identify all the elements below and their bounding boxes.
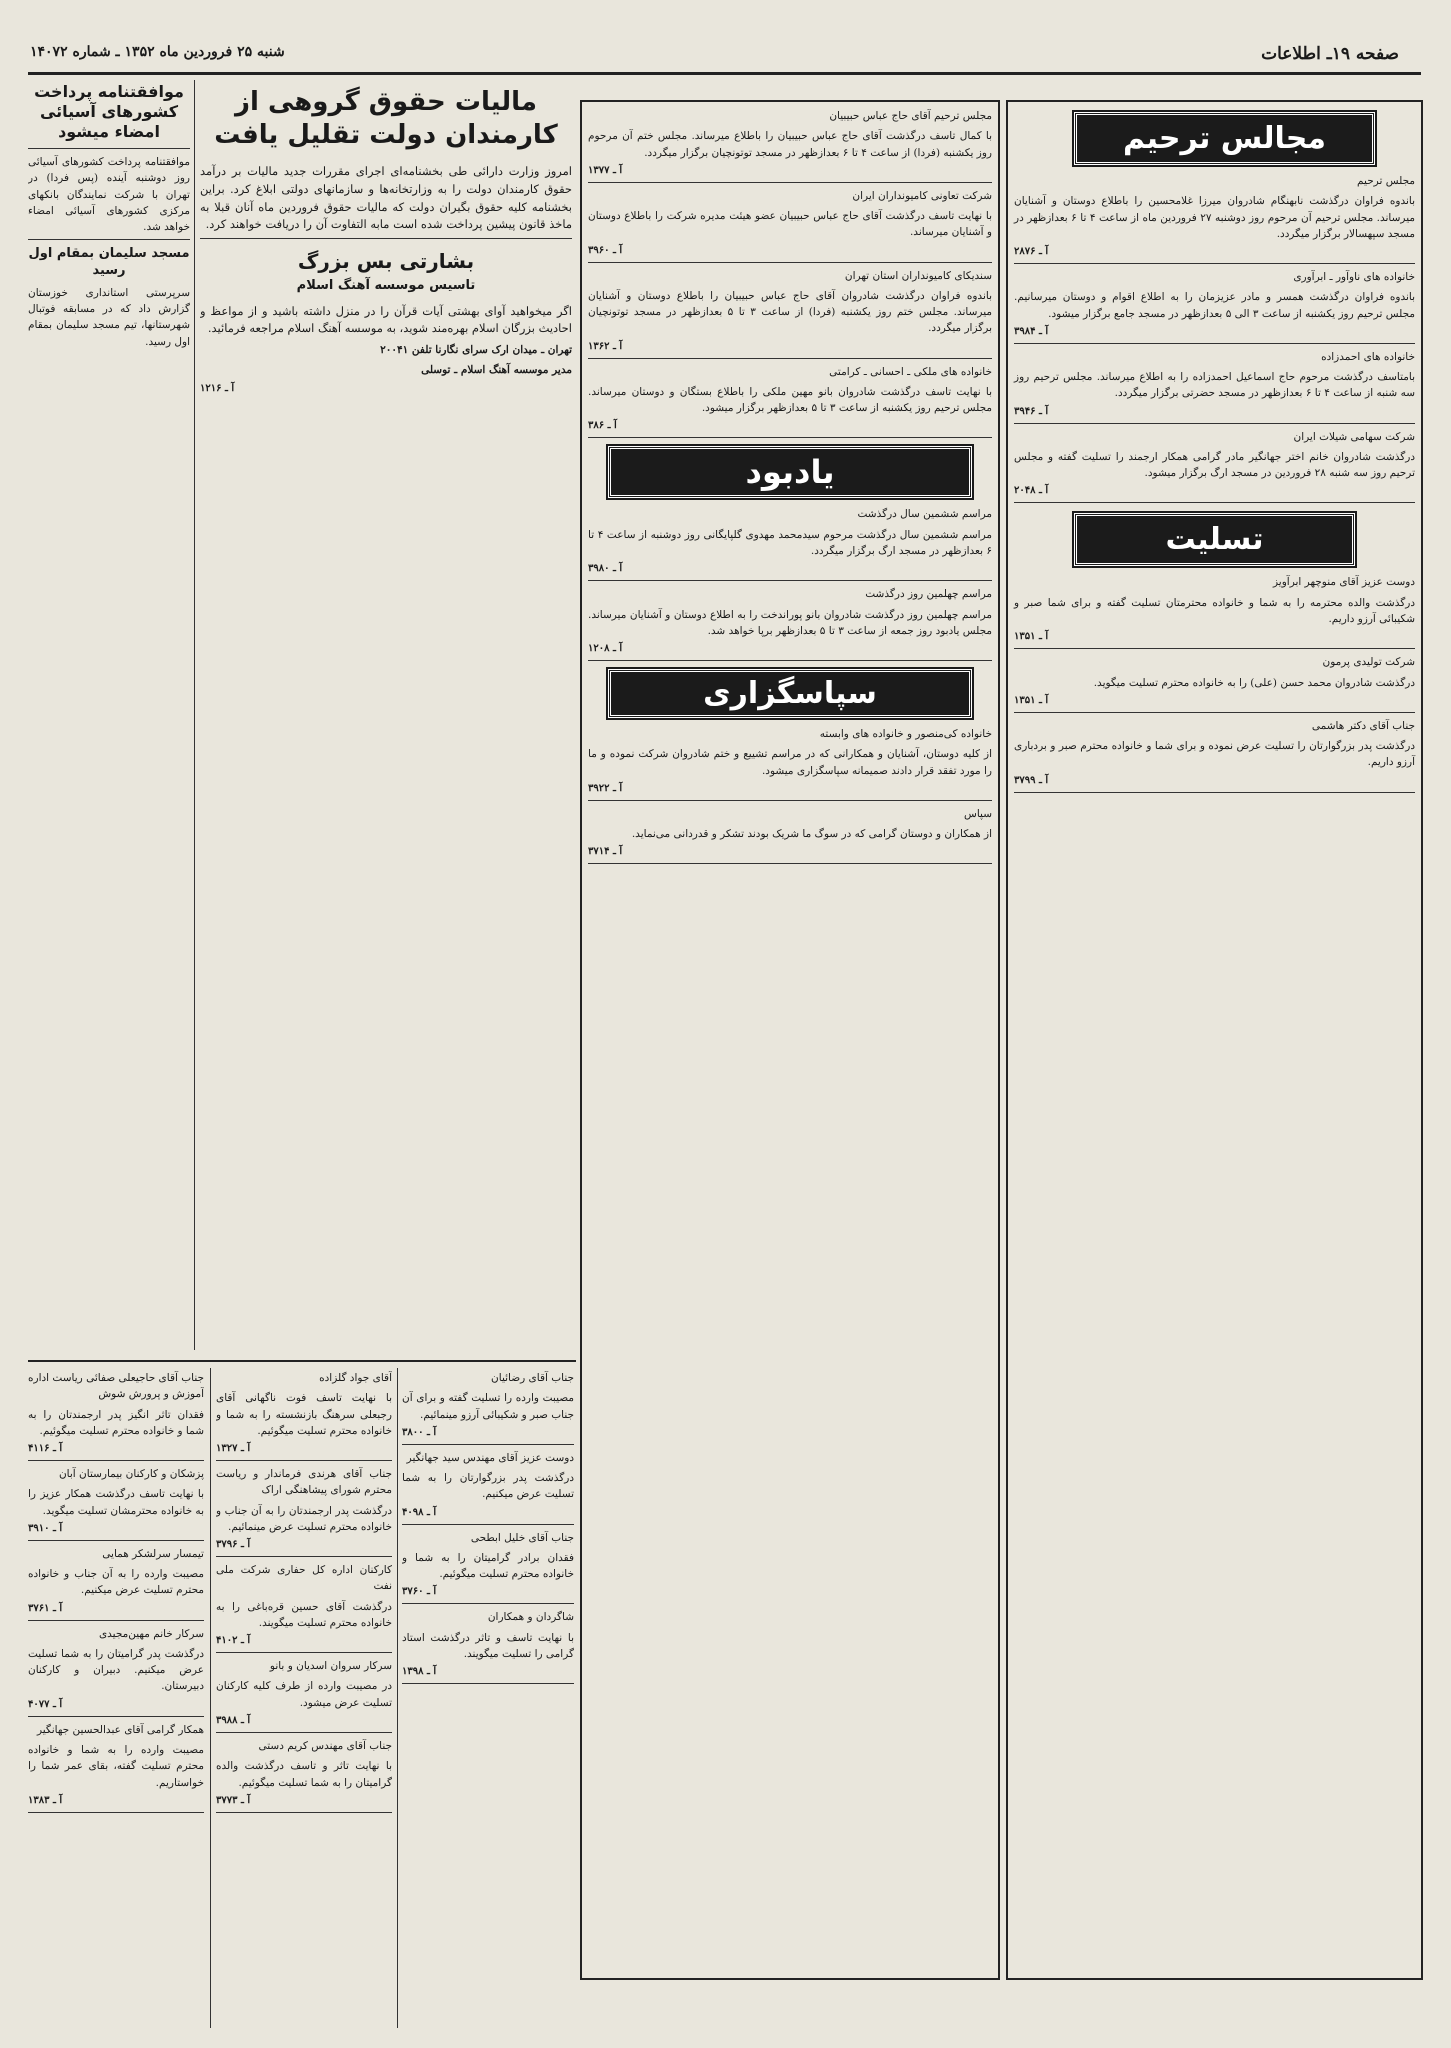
notice-title: جناب آقای دکتر هاشمی — [1311, 719, 1415, 732]
tax-headline: مالیات حقوق گروهی از کارمندان دولت تقلیل یافت — [214, 87, 558, 150]
notice-code: آ ـ ۳۹۴۶ — [1014, 405, 1049, 417]
divider — [588, 262, 992, 263]
notice-title: خانواده های احمدزاده — [1321, 350, 1415, 363]
notice-title: سرکار سروان اسدیان و بانو — [269, 1660, 392, 1673]
majales-banner: مجالس ترحیم — [1074, 112, 1375, 165]
yadbud-banner: یادبود — [608, 446, 972, 498]
divider — [588, 437, 992, 438]
notice-title: دوست عزیز آقای مهندس سید جهانگیر — [406, 1451, 574, 1464]
notice-item — [402, 1450, 574, 1525]
notice-title: خانواده های ناوآور ـ ابرآوری — [1293, 271, 1415, 284]
notice-text: با نهایت تاسف درگذشت همکار عزیز را به خانواده محترمشان تسلیت میگوید. — [28, 1488, 204, 1517]
notice-item — [402, 1370, 574, 1445]
notice-text: با کمال تاسف درگذشت آقای حاج عباس حبیبیان را باطلاع میرساند. مجلس ختم آن مرحوم روز یکشنبه (فردا) از ساعت ۴ تا ۶ بعدازظهر در مسجد توتونچیان برگزار میگردد. — [588, 130, 992, 159]
notice-code: آ ـ ۴۰۷۷ — [28, 1698, 63, 1710]
bottom-col-3 — [402, 1370, 574, 2030]
notice-code: آ ـ ۱۳۷۷ — [588, 164, 623, 176]
divider — [402, 1683, 574, 1684]
bus-body: اگر میخواهید آوای بهشتی آیات قرآن را در منزل داشته باشید و از مواعظ و احادیث بزرگان اسلام بهره‌مند شوید، به موسسه آهنگ اسلام مراجعه فرمائید. — [200, 303, 572, 336]
divider — [28, 1460, 204, 1461]
notice-code: آ ـ ۳۷۹۹ — [1014, 774, 1049, 786]
notice-text: درگذشت پدر گرامیتان را به شما تسلیت عرض میکنیم. دبیران و کارکنان دبیرستان. — [28, 1647, 204, 1693]
notice-text: باندوه فراوان درگذشت نابهنگام شادروان میرزا غلامحسین را باطلاع دوستان و آشنایان میرساند. مجلس ترحیم آن مرحوم روز دوشنبه ۲۷ فروردین ماه از ساعت ۴ تا ۶ بعدازظهر در مسجد سپهسالار برگزار میگردد. — [1014, 195, 1416, 240]
notice-text: مصیبت وارده را به آن جناب و خانواده محترم تسلیت عرض میکنیم. — [28, 1568, 204, 1597]
notice-title: جناب آقای رضائیان — [491, 1372, 574, 1384]
notice-text: درگذشت پدر بزرگوارتان را به شما تسلیت عرض میکنیم. — [402, 1472, 574, 1501]
notice-item — [588, 108, 992, 183]
divider — [216, 1652, 392, 1653]
divider — [1014, 502, 1415, 503]
agreement-body: موافقتنامه پرداخت کشورهای آسیائی روز دوشنبه آینده (پس فردا) در تهران با شرکت نمایندگان بانکهای مرکزی کشورهای آسیائی امضاء خواهد شد. — [28, 156, 190, 234]
notice-text: مصیبت وارده را به شما و خانواده محترم تسلیت گفته، بقای عمر شما را خواستاریم. — [28, 1743, 204, 1789]
mosque-headline: مسجد سلیمان بمقام اول رسید — [28, 246, 190, 278]
notice-item — [28, 1722, 204, 1813]
notice-text: با نهایت تاسف درگذشت آقای حاج عباس حبیبیان عضو هیئت مدیره شرکت را باطلاع دوستان و آشنایان میرساند. — [588, 210, 992, 239]
notice-code: آ ـ ۳۷۱۴ — [588, 846, 623, 858]
notice-code: آ ـ ۳۹۸۸ — [216, 1714, 251, 1726]
notice-text: باندوه فراوان درگذشت شادروان آقای حاج عباس حبیبیان را باطلاع دوستان و آشنایان میرساند. مجلس ختم روز یکشنبه (فردا) از ساعت ۳ تا ۵ بعدازظهر در مسجد توتونچیان برگزار میگردد. — [588, 289, 992, 335]
mosque-body: سرپرستی استانداری خوزستان گزارش داد که در مسابقه فوتبال شهرستانها، تیم مسجد سلیمان بمقام اول رسید. — [28, 286, 190, 348]
bus-address: تهران ـ میدان ارک سرای نگارنا تلفن ۲۰۰۴۱ — [380, 344, 572, 357]
notice-item — [588, 268, 992, 359]
notice-item — [28, 1466, 204, 1541]
header-rule — [28, 72, 1421, 75]
column-rule — [397, 1368, 398, 2028]
bottom-col-1 — [28, 1370, 204, 2030]
notice-code: آ ـ ۴۱۰۲ — [216, 1635, 251, 1647]
divider — [588, 863, 992, 864]
notice-code: آ ـ ۴۱۱۶ — [28, 1443, 63, 1455]
tarhim-mid-list — [588, 108, 992, 438]
tasliyat-banner: تسلیت — [1074, 513, 1355, 566]
notice-text: درگذشت پدر بزرگوارتان را تسلیت عرض نموده و برای شما و خانواده محترم صبر و بردباری آرزو داریم. — [1014, 740, 1415, 769]
notice-text: مصیبت وارده را تسلیت گفته و برای آن جناب صبر و شکیبائی آرزو مینمائیم. — [402, 1392, 574, 1421]
notice-code: آ ـ ۳۹۶۰ — [588, 244, 623, 256]
notice-code: آ ـ ۳۷۶۰ — [402, 1586, 437, 1598]
notice-code: آ ـ ۳۸۶ — [588, 420, 617, 432]
notice-item — [1014, 269, 1415, 344]
notice-text: درگذشت شادروان خانم اختر جهانگیر مادر گرامی همکار ارجمند را تسلیت گفته و مجلس ترحیم روز سه شنبه ۲۸ فروردین در مسجد ارگ برگزار میشود. — [1014, 450, 1415, 480]
notice-item — [1014, 718, 1415, 793]
notice-text: باندوه فراوان درگذشت همسر و مادر عزیزمان را به اطلاع اقوام و دوستان میرسانیم. مجلس ترحیم روز یکشنبه از ساعت ۳ الی ۵ بعدازظهر در مسجد جامع برگزار میشود. — [1014, 291, 1415, 320]
notice-text: درگذشت والده محترمه را به شما و خانواده محترمتان تسلیت گفته و برای شما صبر و شکیبائی آرزو داریم. — [1014, 596, 1415, 625]
notice-item — [216, 1738, 392, 1813]
notice-text: فقدان تاثر انگیز پدر ارجمندتان را به شما و خانواده محترم تسلیت میگوئیم. — [28, 1408, 204, 1437]
agreement-headline: موافقتنامه پرداخت کشورهای آسیائی امضاء میشود — [34, 82, 184, 141]
divider — [28, 1812, 204, 1813]
notice-code: آ ـ ۱۲۰۸ — [588, 643, 623, 655]
notice-title: جناب آقای خلیل ابطحی — [470, 1531, 574, 1544]
notice-item — [28, 1546, 204, 1621]
notice-code: آ ـ ۱۳۹۸ — [402, 1666, 437, 1678]
notice-item — [216, 1658, 392, 1733]
column-right — [1006, 100, 1423, 1980]
divider — [1014, 263, 1415, 264]
sepas-banner: سپاسگزاری — [608, 669, 972, 718]
notice-title: سرکار خانم مهین‌مجیدی — [98, 1627, 204, 1640]
notice-text: با نهایت تاثر و تاسف درگذشت والده گرامیتان را به شما تسلیت میگوئیم. — [216, 1760, 392, 1789]
notice-title: پزشکان و کارکنان بیمارستان آبان — [58, 1468, 204, 1481]
date-issue: شنبه ۲۵ فروردین ماه ۱۳۵۲ ـ شماره ۱۴۰۷۲ — [30, 44, 285, 60]
notice-code: آ ـ ۳۹۱۰ — [28, 1522, 63, 1534]
bottom-col-2-list — [216, 1370, 392, 1813]
notice-code: آ ـ ۱۳۸۳ — [28, 1794, 63, 1806]
notice-item — [1014, 654, 1415, 713]
notice-title: شرکت سهامی شیلات ایران — [1293, 430, 1415, 443]
notice-item — [1014, 349, 1415, 424]
notice-title: مجلس ترحیم — [1357, 175, 1415, 187]
divider — [1014, 792, 1415, 793]
divider — [28, 239, 190, 240]
notice-text: فقدان برادر گرامیتان را به شما و خانواده محترم تسلیت میگوئیم. — [402, 1551, 574, 1581]
notice-title: سندیکای کامیونداران استان تهران — [844, 269, 992, 282]
notice-item — [588, 506, 992, 581]
notice-code: آ ـ ۳۸۰۰ — [402, 1426, 437, 1438]
notice-code: آ ـ ۱۳۵۱ — [1014, 631, 1049, 643]
notice-code: آ ـ ۱۳۶۲ — [588, 340, 623, 352]
notice-text: درگذشت پدر ارجمندتان را به آن جناب و خانواده محترم تسلیت عرض مینمائیم. — [216, 1504, 392, 1533]
notice-item — [1014, 173, 1415, 264]
notice-text: از همکاران و دوستان گرامی که در سوگ ما شریک بودند تشکر و قدردانی می‌نماید. — [631, 828, 992, 841]
notice-title: خانواده های ملکی ـ احسانی ـ کرامتی — [829, 365, 992, 378]
notice-title: شرکت تعاونی کامیونداران ایران — [852, 189, 992, 202]
notice-code: آ ـ ۳۷۷۳ — [216, 1794, 251, 1806]
bus-headline: بشارتی بس بزرگ — [297, 249, 475, 274]
notice-code: آ ـ ۲۸۷۶ — [1014, 246, 1049, 258]
column-far-left — [28, 82, 190, 1352]
divider — [28, 148, 190, 149]
divider — [588, 580, 992, 581]
notice-text: مراسم چهلمین روز درگذشت شادروان بانو پوراندخت را به اطلاع دوستان و آشنایان میرساند. مجلس یادبود روز جمعه از ساعت ۳ تا ۵ بعدازظهر برپا خواهد شد. — [588, 608, 992, 637]
notice-code: آ ـ ۱۳۲۷ — [216, 1443, 251, 1455]
notice-item — [588, 586, 992, 661]
notice-text: درگذشت آقای حسین قره‌باغی را به خانواده محترم تسلیت میگویند. — [216, 1600, 392, 1629]
notice-item — [402, 1530, 574, 1605]
notice-text: بامتاسف درگذشت مرحوم حاج اسماعیل احمدزاده را به اطلاع میرساند. مجلس ترحیم روز سه شنبه از ساعت ۴ تا ۶ بعدازظهر در مسجد حضرتی برگزار میگردد. — [1014, 371, 1415, 400]
notice-title: جناب آقای حاجیعلی صفائی ریاست اداره آموزش و پرورش شوش — [28, 1372, 204, 1401]
notice-text: با نهایت تاسف فوت ناگهانی آقای رجبعلی سرهنگ بازنشسته را به شما و خانواده محترم تسلیت میگوئیم. — [216, 1392, 392, 1437]
notice-title: دوست عزیز آقای منوچهر ابرآویز — [1272, 576, 1415, 589]
bus-subhead: تاسیس موسسه آهنگ اسلام — [296, 278, 476, 294]
divider — [216, 1556, 392, 1557]
divider — [216, 1812, 392, 1813]
bottom-col-2 — [216, 1370, 392, 2030]
notice-code: آ ـ ۳۷۹۶ — [216, 1539, 251, 1551]
notice-item — [588, 188, 992, 263]
notice-title: مراسم ششمین سال درگذشت — [857, 508, 992, 521]
divider — [28, 1620, 204, 1621]
notice-item — [216, 1466, 392, 1557]
notice-title: شرکت تولیدی پرمون — [1322, 656, 1415, 669]
notice-code: آ ـ ۳۹۲۲ — [588, 782, 623, 794]
divider — [216, 1460, 392, 1461]
bottom-col-1-list — [28, 1370, 204, 1813]
divider — [402, 1444, 574, 1445]
page-label: صفحه ۱۹ـ اطلاعات — [1261, 44, 1399, 64]
bottom-col-3-list — [402, 1370, 574, 1684]
notice-item — [28, 1626, 204, 1717]
notice-title: شاگردان و همکاران — [487, 1611, 574, 1624]
notice-title: خانواده کی‌منصور و خانواده های وابسته — [819, 728, 992, 741]
notice-item — [588, 726, 992, 801]
notice-title: کارکنان اداره کل حفاری شرکت ملی نفت — [216, 1564, 392, 1593]
notice-title: سپاس — [964, 807, 992, 820]
tasliyat-list — [1014, 574, 1415, 792]
notice-text: در مصیبت وارده از طرف کلیه کارکنان تسلیت عرض میشود. — [216, 1680, 392, 1709]
notice-title: جناب آقای مهندس کریم دستی — [258, 1739, 392, 1752]
column-rule — [194, 80, 195, 1350]
notice-item — [402, 1609, 574, 1684]
notice-title: تیمسار سرلشکر همایی — [102, 1547, 204, 1560]
notice-title: مراسم چهلمین روز درگذشت — [865, 588, 992, 601]
notice-item — [588, 806, 992, 865]
notice-title: مجلس ترحیم آقای حاج عباس حبیبیان — [829, 110, 992, 122]
divider — [28, 1540, 204, 1541]
divider — [588, 660, 992, 661]
column-rule — [210, 1368, 211, 2028]
divider — [1014, 648, 1415, 649]
divider — [588, 358, 992, 359]
divider — [1014, 423, 1415, 424]
notice-text: از کلیه دوستان، آشنایان و همکارانی که در مراسم تشییع و ختم شادروان شرکت نموده و ما را مورد تفقد قرار دادند صمیمانه سپاسگزاری میشود. — [588, 748, 992, 777]
notice-text: درگذشت شادروان محمد حسن (علی) را به خانواده محترم تسلیت میگوید. — [1093, 676, 1415, 689]
notice-code: آ ـ ۳۹۸۴ — [1014, 325, 1049, 337]
bus-director: مدیر موسسه آهنگ اسلام ـ توسلی — [421, 364, 572, 377]
divider — [216, 1732, 392, 1733]
column-middle — [580, 100, 1000, 1980]
notice-title: همکار گرامی آقای عبدالحسین جهانگیر — [36, 1723, 204, 1736]
majales-list — [1014, 173, 1415, 503]
notice-item — [1014, 574, 1415, 649]
divider — [1014, 343, 1415, 344]
notice-item — [1014, 429, 1415, 504]
divider — [28, 1716, 204, 1717]
notice-title: آقای جواد گلزاده — [319, 1372, 392, 1384]
tax-body: امروز وزارت دارائی طی بخشنامه‌ای اجرای مقررات جدید مالیات بر درآمد حقوق کارمندان دولت را به وزارتخانه‌ها و سازمانهای دولتی ابلاغ کرد. براین بخشنامه کلیه حقوق بگیران دولت که مالیات حقوق فروردین ماه آنان قبلا به ماخذ قانون پیشین پرداخت شده است مابه التفاوت آن را دریافت خواهند کرد. — [200, 164, 572, 232]
sepas-list — [588, 726, 992, 864]
bottom-block-rule — [28, 1360, 576, 1362]
notice-item — [588, 364, 992, 439]
divider — [588, 800, 992, 801]
notice-item — [216, 1562, 392, 1653]
notice-code: آ ـ ۱۳۵۱ — [1014, 694, 1049, 706]
notice-text: با نهایت تاسف و تاثر درگذشت استاد گرامی را تسلیت میگویند. — [402, 1631, 574, 1660]
divider — [402, 1603, 574, 1604]
divider — [588, 182, 992, 183]
notice-item — [216, 1370, 392, 1461]
notice-code: آ ـ ۳۹۸۰ — [588, 563, 623, 575]
notice-code: آ ـ ۲۰۴۸ — [1014, 485, 1049, 497]
notice-item — [28, 1370, 204, 1461]
bus-code: آ ـ ۱۲۱۶ — [200, 382, 235, 394]
yadbud-list — [588, 506, 992, 661]
notice-text: با نهایت تاسف درگذشت شادروان بانو مهین ملکی را باطلاع بستگان و دوستان میرساند. مجلس ترحیم روز یکشنبه از ساعت ۳ تا ۵ بعدازظهر برگزار میشود. — [588, 385, 992, 415]
notice-code: آ ـ ۳۷۶۱ — [28, 1602, 63, 1614]
divider — [200, 238, 572, 239]
column-left-feature — [200, 82, 572, 1352]
notice-title: جناب آقای هرندی فرماندار و ریاست محترم شورای پیشاهنگی اراک — [216, 1468, 392, 1497]
divider — [402, 1524, 574, 1525]
divider — [1014, 712, 1415, 713]
notice-text: مراسم ششمین سال درگذشت مرحوم سیدمحمد مهدوی گلپایگانی روز دوشنبه از ساعت ۴ تا ۶ بعدازظهر در مسجد ارگ برگزار میگردد. — [588, 528, 992, 557]
notice-code: آ ـ ۴۰۹۸ — [402, 1506, 437, 1518]
